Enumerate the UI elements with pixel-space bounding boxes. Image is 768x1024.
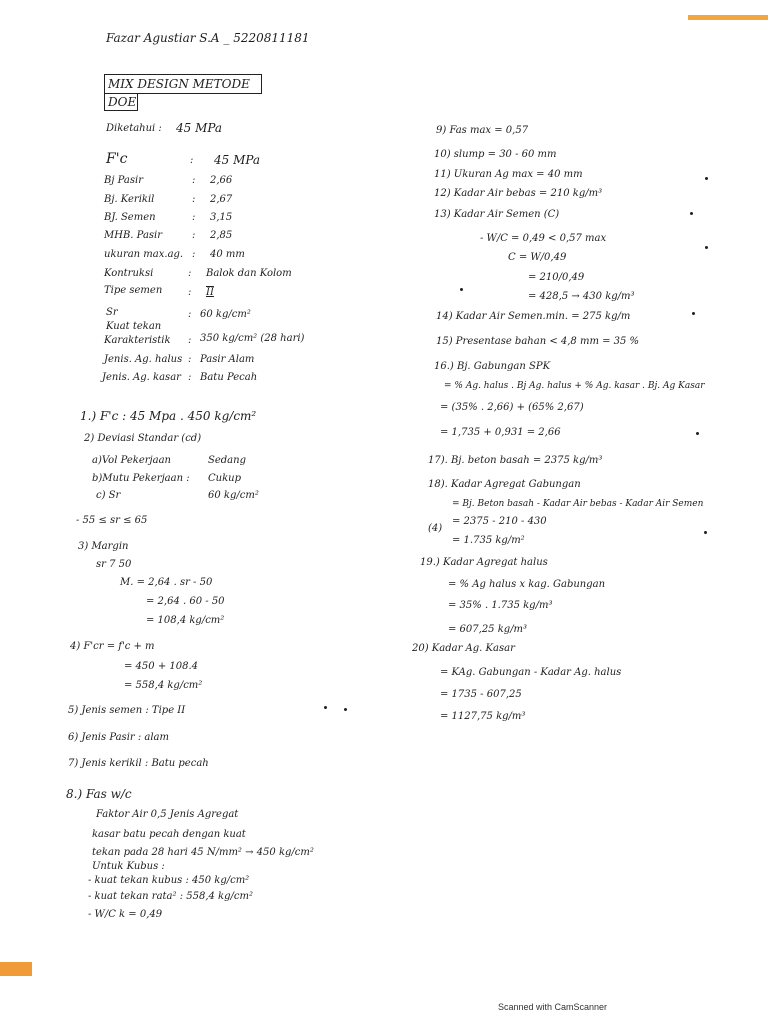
step-11: 11) Ukuran Ag max = 40 mm [434, 169, 583, 180]
stray-dot [704, 531, 707, 534]
given-2-key: Bj Pasir [104, 175, 143, 186]
step-2c-val: 60 kg/cm² [208, 490, 259, 501]
given-5-key: MHB. Pasir [104, 230, 163, 241]
step-8e: - kuat tekan kubus : 450 kg/cm² [88, 875, 250, 886]
given-4-key: BJ. Semen [104, 212, 156, 223]
step-20: 20) Kadar Ag. Kasar [412, 643, 515, 654]
given-1-val: 45 MPa [214, 153, 261, 167]
step-8: 8.) Fas w/c [66, 787, 132, 801]
step-2a-key: a)Vol Pekerjaan [92, 455, 171, 466]
step-2b-val: Cukup [208, 473, 241, 484]
given-8-val: II [206, 287, 214, 298]
step-16b: = (35% . 2,66) + (65% 2,67) [440, 402, 584, 413]
scanner-footer: Scanned with CamScanner [498, 1002, 608, 1012]
stray-dot [705, 177, 708, 180]
stray-dot [696, 432, 699, 435]
step-3: 3) Margin [78, 541, 129, 552]
step-19a: = % Ag halus x kag. Gabungan [448, 579, 606, 590]
step-9: 9) Fas max = 0,57 [436, 125, 529, 136]
step-16c: = 1,735 + 0,931 = 2,66 [440, 427, 561, 438]
given-12-key: Jenis. Ag. halus [104, 354, 183, 365]
step-20b: = 1735 - 607,25 [440, 689, 522, 700]
step-13d: = 428,5 → 430 kg/m³ [528, 291, 635, 302]
given-6-key: ukuran max.ag. [104, 249, 184, 260]
given-13-key: Jenis. Ag. kasar [102, 372, 181, 383]
step-4: 4) F'cr = f'c + m [70, 641, 155, 652]
step-13c: = 210/0,49 [528, 272, 585, 283]
step-1: 1.) F'c : 45 Mpa . 450 kg/cm² [80, 409, 257, 423]
step-3d: = 108,4 kg/cm² [146, 615, 225, 626]
orange-tape-left [0, 962, 32, 976]
step-14: 14) Kadar Air Semen.min. = 275 kg/m [436, 311, 631, 322]
step-4b: = 558,4 kg/cm² [124, 680, 203, 691]
step-8g: - W/C k = 0,49 [88, 909, 163, 920]
step-17: 17). Bj. beton basah = 2375 kg/m³ [428, 455, 603, 466]
given-1-key: F'c [106, 151, 128, 167]
stray-dot [690, 212, 693, 215]
given-6-val: 40 mm [210, 249, 245, 260]
step-8b: kasar batu pecah dengan kuat [92, 829, 246, 840]
step-19: 19.) Kadar Agregat halus [420, 557, 548, 568]
given-9-key: Sr [106, 307, 118, 318]
given-3-val: 2,67 [210, 194, 233, 205]
step-18-margin: (4) [428, 523, 443, 534]
step-2c-key: c) Sr [96, 490, 121, 501]
step-19b: = 35% . 1.735 kg/m³ [448, 600, 553, 611]
step-2b-key: b)Mutu Pekerjaan : [92, 473, 190, 484]
given-7-key: Kontruksi [104, 268, 154, 279]
step-2a-val: Sedang [208, 455, 246, 466]
given-10-key: Kuat tekan [106, 321, 162, 332]
step-3c: = 2,64 . 60 - 50 [146, 596, 225, 607]
step-8f: - kuat tekan rata² : 558,4 kg/cm² [88, 891, 253, 902]
title-line2: DOE [108, 95, 137, 109]
title-line1: MIX DESIGN METODE [108, 77, 250, 91]
orange-tape-top [688, 15, 768, 20]
step-5: 5) Jenis semen : Tipe II [68, 705, 186, 716]
step-3a: sr 7 50 [96, 559, 132, 570]
given-3-key: Bj. Kerikil [104, 194, 155, 205]
stray-dot [324, 706, 327, 709]
given-8-key: Tipe semen [104, 285, 163, 296]
step-10: 10) slump = 30 - 60 mm [434, 149, 557, 160]
step-16a: = % Ag. halus . Bj Ag. halus + % Ag. kasar . Bj. Ag Kasar [444, 381, 705, 391]
stray-dot [705, 246, 708, 249]
given-11-key: Karakteristik [104, 335, 171, 346]
step-18b: = 2375 - 210 - 430 [452, 516, 547, 527]
step-18: 18). Kadar Agregat Gabungan [428, 479, 581, 490]
step-12: 12) Kadar Air bebas = 210 kg/m³ [434, 188, 603, 199]
step-2d: - 55 ≤ sr ≤ 65 [76, 515, 148, 526]
step-8d: Untuk Kubus : [92, 861, 165, 872]
step-8c: tekan pada 28 hari 45 N/mm² → 450 kg/cm² [92, 847, 314, 858]
stray-dot [692, 312, 695, 315]
step-13a: - W/C = 0,49 < 0,57 max [480, 233, 607, 244]
stray-dot [460, 288, 463, 291]
step-13: 13) Kadar Air Semen (C) [434, 209, 560, 220]
given-9-val: 60 kg/cm² [200, 309, 251, 320]
given-2-val: 2,66 [210, 175, 233, 186]
step-16: 16.) Bj. Gabungan SPK [434, 361, 551, 372]
given-4-val: 3,15 [210, 212, 233, 223]
step-13b: C = W/0,49 [508, 252, 567, 263]
given-5-val: 2,85 [210, 230, 233, 241]
step-4a: = 450 + 108.4 [124, 661, 199, 672]
step-6: 6) Jenis Pasir : alam [68, 732, 170, 743]
given-0-val: 45 MPa [176, 121, 223, 135]
step-19c: = 607,25 kg/m³ [448, 624, 528, 635]
step-2: 2) Deviasi Standar (cd) [84, 433, 202, 444]
given-12-val: Pasir Alam [200, 354, 255, 365]
step-18c: = 1.735 kg/m² [452, 535, 525, 546]
student-name: Fazar Agustiar S.A _ 5220811181 [106, 31, 310, 45]
step-3b: M. = 2,64 . sr - 50 [120, 577, 213, 588]
given-0-key: Diketahui : [106, 123, 162, 134]
stray-dot [344, 708, 347, 711]
step-20a: = KAg. Gabungan - Kadar Ag. halus [440, 667, 622, 678]
step-8a: Faktor Air 0,5 Jenis Agregat [96, 809, 239, 820]
step-15: 15) Presentase bahan < 4,8 mm = 35 % [436, 336, 640, 347]
given-7-val: Balok dan Kolom [206, 268, 292, 279]
step-7: 7) Jenis kerikil : Batu pecah [68, 758, 209, 769]
given-11-val: 350 kg/cm² (28 hari) [200, 333, 305, 344]
given-13-val: Batu Pecah [200, 372, 258, 383]
step-18a: = Bj. Beton basah - Kadar Air bebas - Kadar Air Semen [452, 499, 704, 509]
step-20c: = 1127,75 kg/m³ [440, 711, 526, 722]
